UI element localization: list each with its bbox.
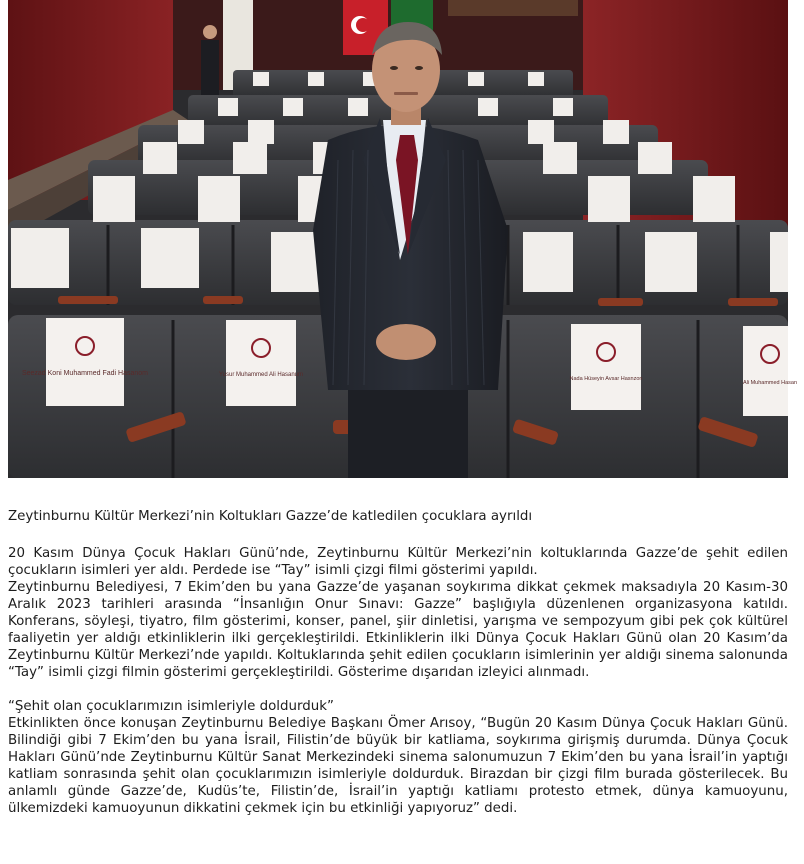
svg-text:Nada Hüseyin Avsar Hasnzon: Nada Hüseyin Avsar Hasnzon	[569, 376, 643, 382]
article-paragraph: Zeytinburnu Belediyesi, 7 Ekim’den bu yana Gazze’de yaşanan soykırıma dikkat çekmek maksadıyla 20 Kasım-30 Aralık 2023 tarihleri arasında “İnsanlığın Onur Sınavı: Gazze” başlığıyla düzenlenen organizasyona katıldı. Konferans, söyleşi, tiyatro, film gösterimi, konser, panel, şiir dinletisi, yarışma ve sempozyum gibi pek çok kültürel faaliyetin yer aldığı etkinliklerin ilki gerçekleştirildi. Etkinliklerin ilki Dünya Çocuk Hakları Günü olan 20 Kasım’da Zeytinburnu Kültür Merkezi’nde yapıldı. Koltuklarında şehit edilen çocukların isimlerinin yer aldığı sinema salonunda “Tay” isimli çizgi filmin gösterimi gerçekleştirildi. Gösterime dışarıdan izleyici alınmadı.	[8, 580, 788, 680]
seat-name-card	[219, 320, 303, 406]
paragraph-gap	[8, 681, 788, 698]
seat-name-card	[743, 326, 797, 416]
svg-text:Ali Muhammed Hasan: Ali Muhammed Hasan	[742, 380, 798, 386]
svg-text:Seezad Koni Muhammed Fadi Hasa: Seezad Koni Muhammed Fadi Hasanom	[21, 370, 149, 377]
seat-name-card	[570, 324, 643, 410]
article-paragraph: 20 Kasım Dünya Çocuk Hakları Günü’nde, Zeytinburnu Kültür Merkezi’nin koltuklarında Gazze’de şehit edilen çocukların isimleri yer aldı. Perdede ise “Tay” isimli çizgi filmi gösterimi yapıldı.	[8, 546, 788, 578]
article-paragraph: Etkinlikten önce konuşan Zeytinburnu Belediye Başkanı Ömer Arısoy, “Bugün 20 Kasım Dünya Çocuk Hakları Günü. Bilindiği gibi 7 Ekim’den bu yana İsrail, Filistin’de büyük bir katliama, soykırıma girişmiş durumda. Dünya Çocuk Hakları Günü’nde Zeytinburnu Kültür Sanat Merkezindeki sinema salonumuzun 7 Ekim’den bu yana İsrail’in yaptığı katliam sonrasında şehit olan çocuklarımızın isimleriyle doldurduk. Birazdan bir çizgi film burada gösterilecek. Bu anlamlı günde Gazze’de, Kudüs’te, Filistin’de, İsrail’in yaptığı katliamı protesto etmek, dünya kamuoyunu, ülkemizdeki kamuoyunun dikkatini çekmek için bu etkinliği yapıyoruz” dedi.	[8, 716, 788, 816]
article-body	[8, 508, 788, 817]
cinema-hall-image	[8, 0, 798, 478]
article-subheading: “Şehit olan çocuklarımızın isimleriyle doldurduk”	[8, 699, 334, 714]
photo-caption: Zeytinburnu Kültür Merkezi’nin Koltukları Gazze’de katledilen çocuklara ayrıldı	[8, 509, 533, 524]
article-photo	[8, 0, 798, 478]
svg-text:Yusur Muhammed Ali Hasanum: Yusur Muhammed Ali Hasanum	[218, 372, 304, 378]
